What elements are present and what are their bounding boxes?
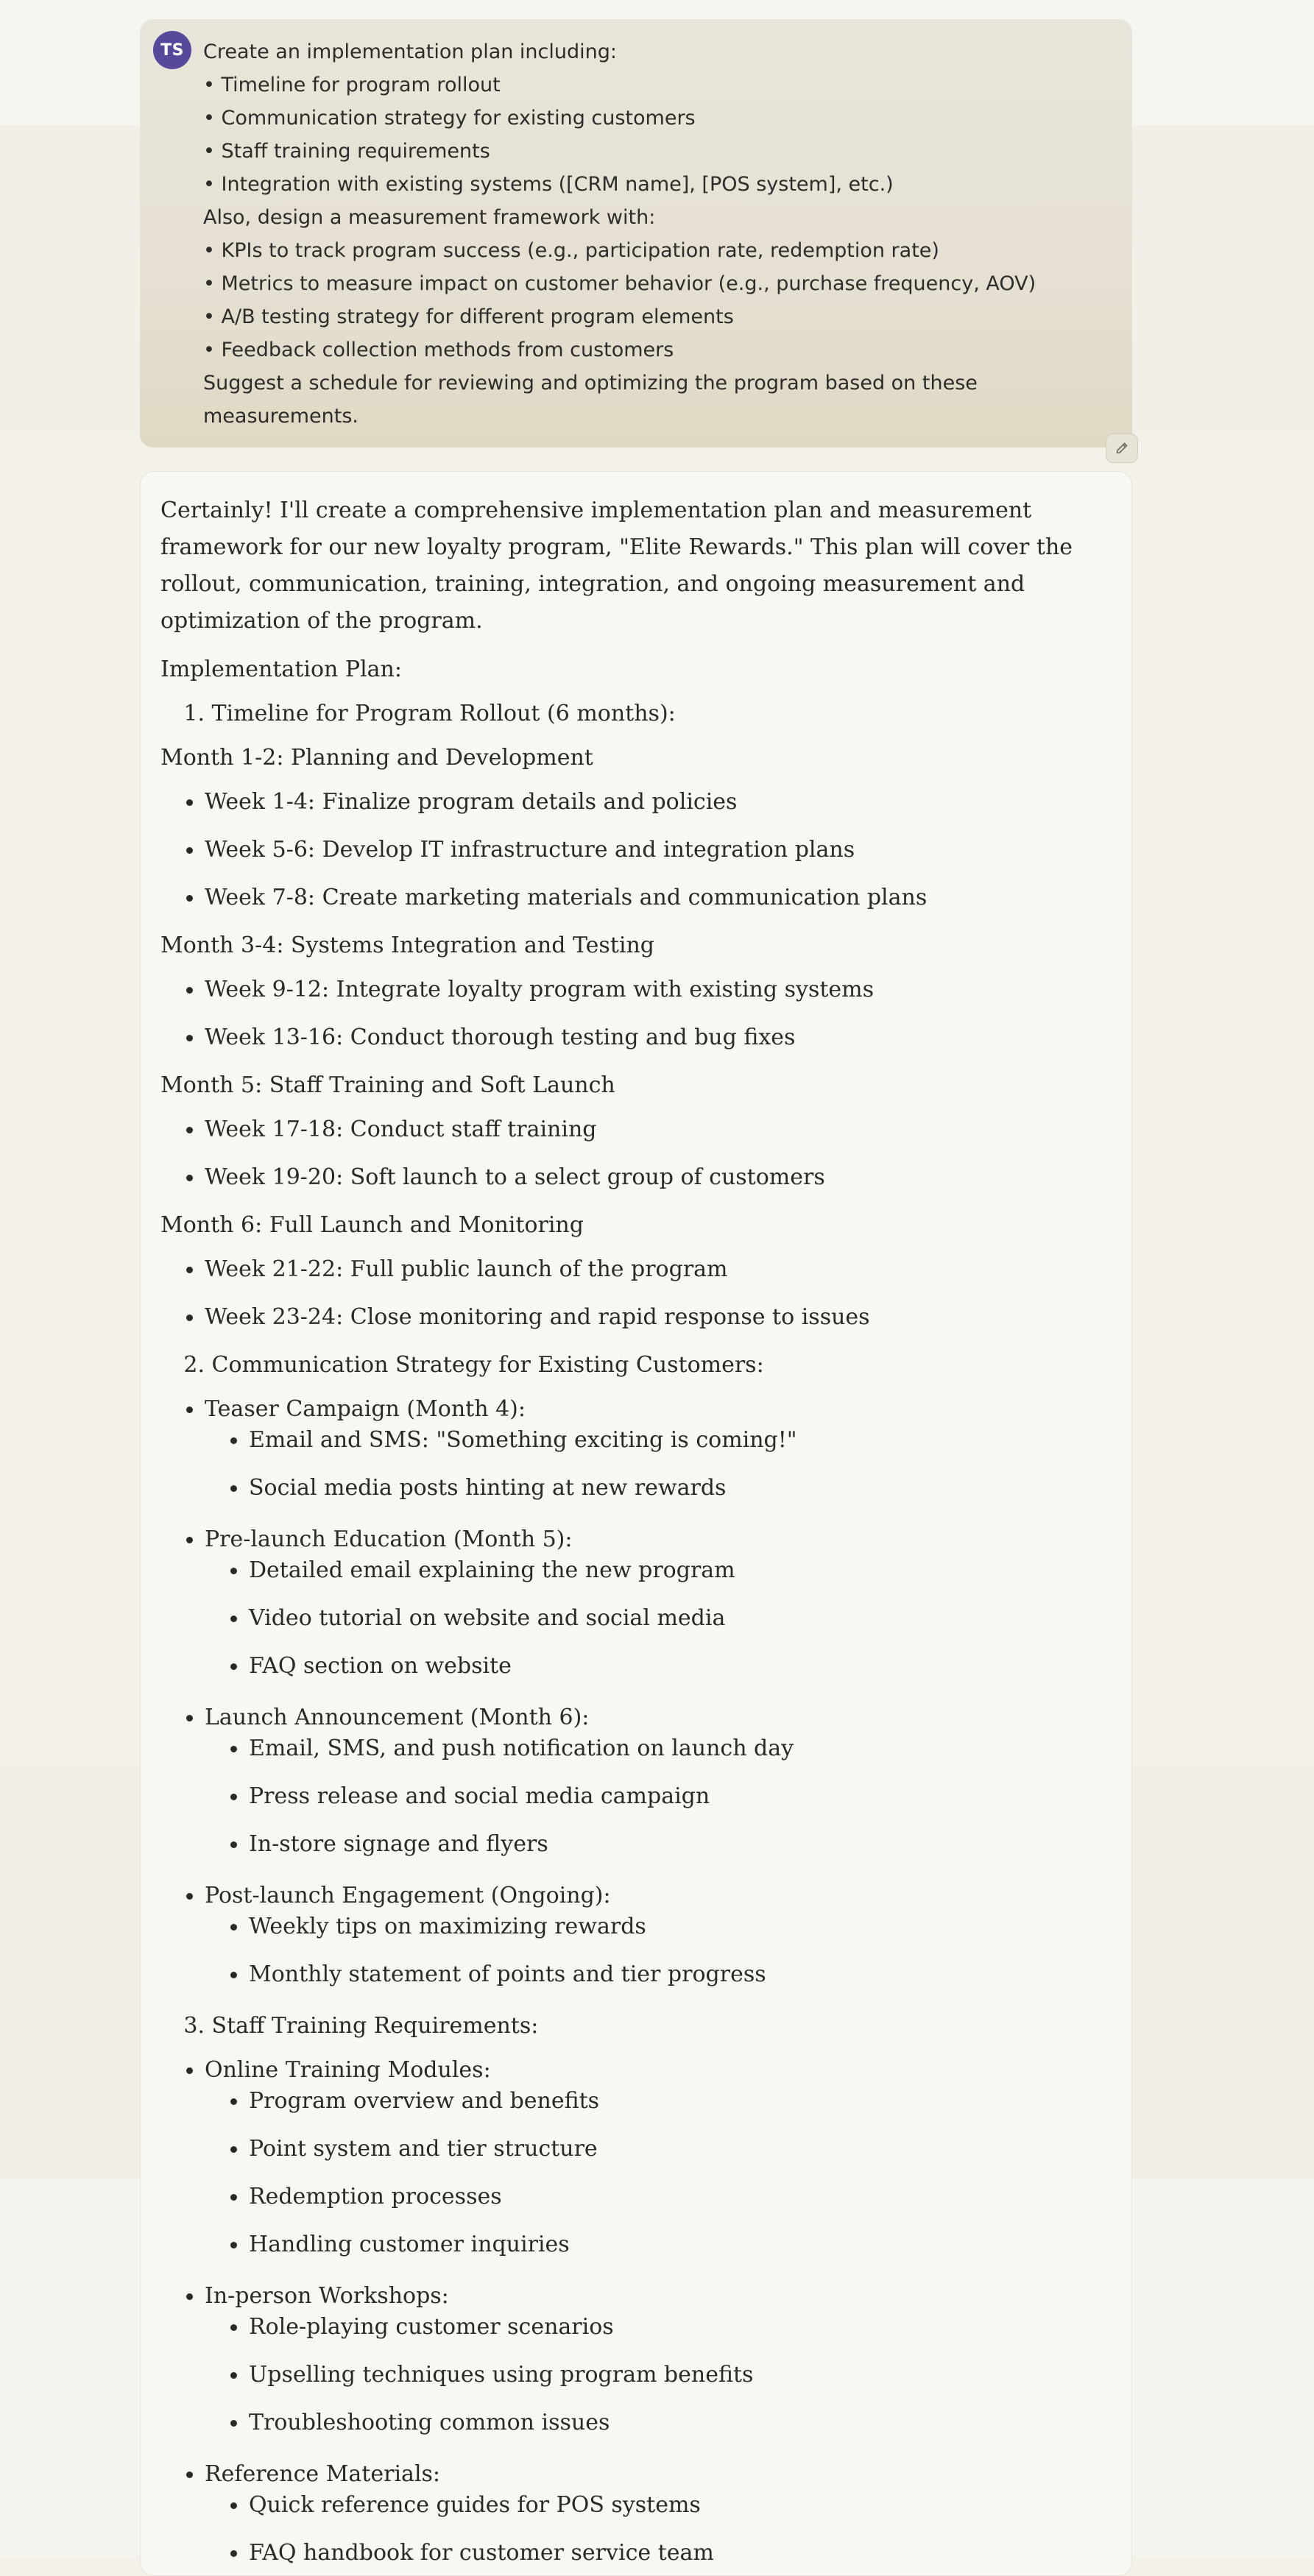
item-title: Communication Strategy for Existing Customers:: [211, 1352, 764, 1378]
user-line: • A/B testing strategy for different program elements: [203, 305, 734, 328]
user-line: Also, design a measurement framework with:: [203, 206, 656, 229]
list-item: Troubleshooting common issues: [205, 2405, 1087, 2441]
list-item: Video tutorial on website and social media: [205, 1600, 1087, 1637]
avatar-initials: TS: [160, 40, 184, 60]
group-title: Reference Materials:: [205, 2461, 441, 2487]
sub-list: [205, 1552, 1087, 1685]
month-heading: Month 1-2: Planning and Development: [160, 745, 593, 771]
sub-list: [205, 2487, 1087, 2572]
user-line: • Staff training requirements: [203, 140, 490, 163]
section-heading: Implementation Plan:: [160, 657, 402, 682]
group-title: Pre-launch Education (Month 5):: [205, 1526, 573, 1552]
month-heading: Month 5: Staff Training and Soft Launch: [160, 1072, 615, 1098]
group-title: In-person Workshops:: [205, 2283, 449, 2309]
user-message-text: [203, 35, 1103, 433]
list-group: [160, 1699, 1087, 1863]
item-number: 1.: [183, 701, 205, 726]
list-item: Point system and tier structure: [205, 2131, 1087, 2168]
user-avatar: [153, 31, 191, 69]
list-item: Week 21-22: Full public launch of the program: [160, 1251, 1087, 1288]
list-item: Role-playing customer scenarios: [205, 2309, 1087, 2346]
list-item: Week 19-20: Soft launch to a select group of customers: [160, 1159, 1087, 1196]
user-line: Suggest a schedule for reviewing and optimizing the program based on these: [203, 372, 978, 394]
group-title: Post-launch Engagement (Ongoing):: [205, 1883, 611, 1908]
list-item: Program overview and benefits: [205, 2083, 1087, 2120]
list-item: Handling customer inquiries: [205, 2226, 1087, 2263]
sub-list: [205, 1422, 1087, 1507]
list-item: In-store signage and flyers: [205, 1826, 1087, 1863]
list-item: Email, SMS, and push notification on launch day: [205, 1730, 1087, 1767]
user-line: • Feedback collection methods from customers: [203, 339, 674, 361]
numbered-item: [160, 1347, 1087, 1384]
group-title: Teaser Campaign (Month 4):: [205, 1396, 526, 1422]
user-line: • Integration with existing systems ([CRM name], [POS system], etc.): [203, 173, 894, 196]
group-title: Launch Announcement (Month 6):: [205, 1705, 590, 1730]
list-item: FAQ handbook for customer service team: [205, 2535, 1087, 2572]
item-number: 3.: [183, 2013, 205, 2039]
list-item: Redemption processes: [205, 2179, 1087, 2215]
month-heading: Month 3-4: Systems Integration and Testing: [160, 933, 654, 958]
item-number: 2.: [183, 1352, 205, 1378]
list-item: Detailed email explaining the new program: [205, 1552, 1087, 1589]
bullet-list: [160, 2052, 1087, 2572]
sub-list: [205, 2083, 1087, 2263]
intro-paragraph: Certainly! I'll create a comprehensive implementation plan and measurement framework for our new loyalty program, "Elite Rewards." This plan will cover the rollout, communication, training, integration, and ongoing measurement and optimization of the program.: [160, 498, 1073, 634]
sub-list: [205, 1908, 1087, 1993]
bullet-list: [160, 972, 1087, 1056]
bullet-list: [160, 1391, 1087, 1993]
user-line: • KPIs to track program success (e.g., participation rate, redemption rate): [203, 239, 939, 262]
list-group: [160, 1878, 1087, 1993]
list-group: [160, 1391, 1087, 1507]
list-item: Press release and social media campaign: [205, 1778, 1087, 1815]
list-item: Week 23-24: Close monitoring and rapid response to issues: [160, 1299, 1087, 1336]
user-line: Create an implementation plan including:: [203, 40, 617, 63]
list-item: Week 1-4: Finalize program details and policies: [160, 784, 1087, 821]
list-group: [160, 2456, 1087, 2572]
sub-list: [205, 2309, 1087, 2441]
item-title: Staff Training Requirements:: [211, 2013, 539, 2039]
list-item: Email and SMS: "Something exciting is coming!": [205, 1422, 1087, 1459]
list-group: [160, 1521, 1087, 1685]
assistant-message: [140, 471, 1132, 2576]
list-item: Week 7-8: Create marketing materials and communication plans: [160, 880, 1087, 916]
month-heading: Month 6: Full Launch and Monitoring: [160, 1212, 584, 1238]
item-title: Timeline for Program Rollout (6 months):: [211, 701, 676, 726]
bullet-list: [160, 1111, 1087, 1196]
group-title: Online Training Modules:: [205, 2057, 491, 2083]
list-item: Upselling techniques using program benefits: [205, 2357, 1087, 2393]
list-item: Weekly tips on maximizing rewards: [205, 1908, 1087, 1945]
user-message: [140, 19, 1132, 447]
list-group: [160, 2052, 1087, 2263]
list-item: Week 17-18: Conduct staff training: [160, 1111, 1087, 1148]
sub-list: [205, 1730, 1087, 1863]
user-line: • Metrics to measure impact on customer behavior (e.g., purchase frequency, AOV): [203, 272, 1036, 295]
list-item: Monthly statement of points and tier progress: [205, 1956, 1087, 1993]
list-item: Week 5-6: Develop IT infrastructure and integration plans: [160, 832, 1087, 868]
list-item: Week 9-12: Integrate loyalty program with existing systems: [160, 972, 1087, 1008]
user-line: • Timeline for program rollout: [203, 74, 501, 96]
list-item: Quick reference guides for POS systems: [205, 2487, 1087, 2524]
pencil-icon: [1115, 441, 1129, 456]
edit-message-button[interactable]: [1106, 434, 1138, 463]
list-group: [160, 2278, 1087, 2441]
user-line: measurements.: [203, 405, 359, 428]
list-item: Week 13-16: Conduct thorough testing and bug fixes: [160, 1019, 1087, 1056]
user-line: • Communication strategy for existing customers: [203, 107, 696, 130]
bullet-list: [160, 1251, 1087, 1336]
numbered-item: [160, 2008, 1087, 2045]
numbered-item: [160, 696, 1087, 732]
list-item: FAQ section on website: [205, 1648, 1087, 1685]
bullet-list: [160, 784, 1087, 916]
list-item: Social media posts hinting at new rewards: [205, 1470, 1087, 1507]
